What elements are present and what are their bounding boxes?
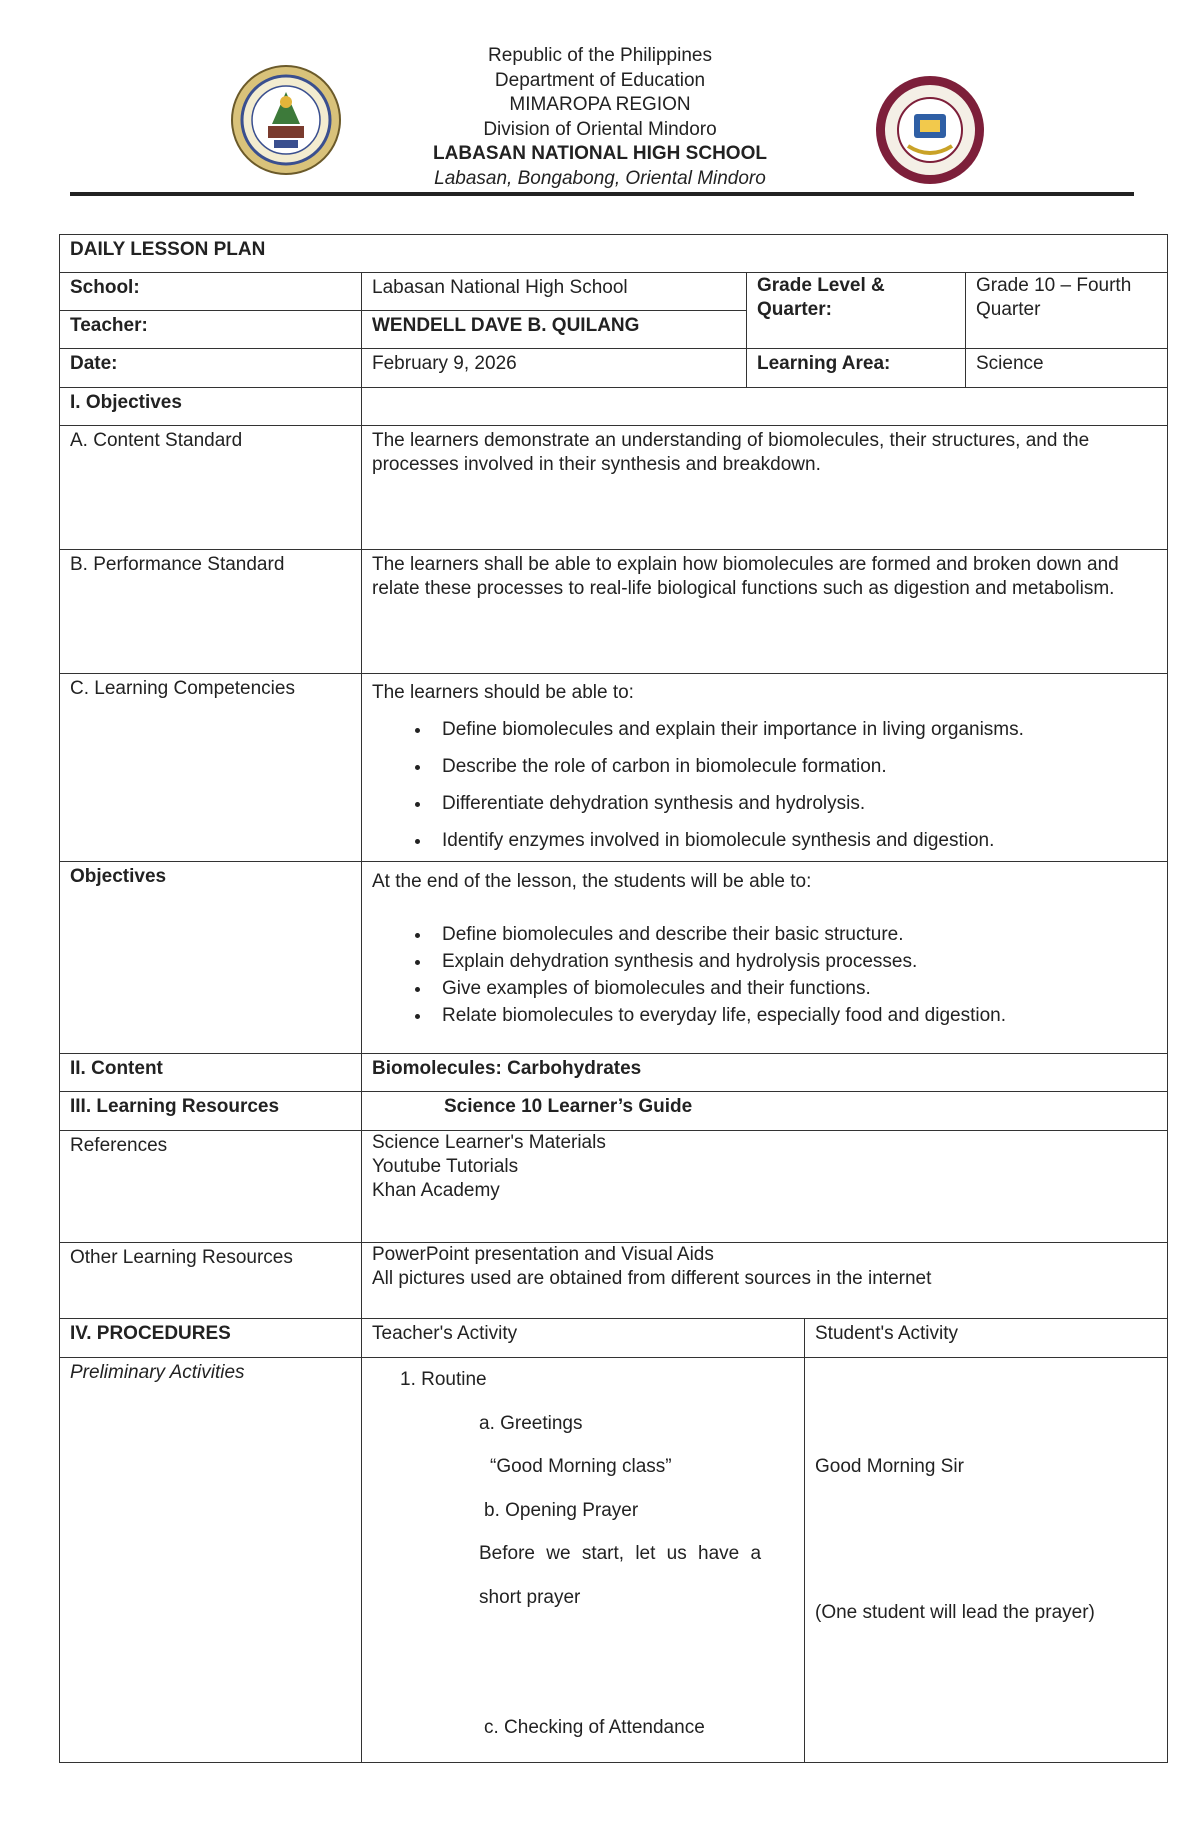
competencies-row xyxy=(60,674,1168,862)
student-activity-label: Student's Activity xyxy=(805,1319,1168,1358)
school-address: Labasan, Bongabong, Oriental Mindoro xyxy=(434,167,766,189)
competencies-label: C. Learning Competencies xyxy=(60,674,362,862)
routine-heading: 1. Routine xyxy=(400,1369,487,1390)
date-value: February 9, 2026 xyxy=(362,349,747,388)
objective-item: • Relate biomolecules to everyday life, especially food and digestion. xyxy=(432,1002,1157,1029)
objectives-list xyxy=(372,921,1157,1029)
letterhead-line-4: Division of Oriental Mindoro xyxy=(483,118,717,140)
other-resource-item: PowerPoint presentation and Visual Aids xyxy=(372,1244,714,1265)
reference-item: Youtube Tutorials xyxy=(372,1156,519,1177)
prayer-text-line-2: short prayer xyxy=(479,1586,581,1608)
letterhead xyxy=(0,0,1200,200)
student-reply-prayer: (One student will lead the prayer) xyxy=(815,1601,1095,1623)
preliminary-label: Preliminary Activities xyxy=(60,1358,362,1763)
grade-value-line-2: Quarter xyxy=(976,299,1041,320)
competency-item: • Describe the role of carbon in biomolecule formation. xyxy=(432,748,1157,785)
grade-value xyxy=(966,273,1168,349)
other-resources-label: Other Learning Resources xyxy=(60,1243,362,1319)
objectives-cell xyxy=(362,862,1168,1054)
school-name: LABASAN NATIONAL HIGH SCHOOL xyxy=(433,143,767,164)
objective-item: • Explain dehydration synthesis and hydrolysis processes. xyxy=(432,948,1157,975)
area-value: Science xyxy=(966,349,1168,388)
resources-value: Science 10 Learner’s Guide xyxy=(362,1092,1168,1131)
content-value: Biomolecules: Carbohydrates xyxy=(362,1054,1168,1092)
grade-label xyxy=(747,273,966,349)
other-resources-row xyxy=(60,1243,1168,1319)
competency-item: • Define biomolecules and explain their importance in living organisms. xyxy=(432,711,1157,748)
resources-label: III. Learning Resources xyxy=(60,1092,362,1131)
other-resources-cell xyxy=(362,1243,1168,1319)
content-standard-row xyxy=(60,426,1168,550)
prayer-text-line-1: Before we start, let us have a xyxy=(479,1543,762,1564)
competencies-list xyxy=(372,711,1157,859)
header-divider xyxy=(70,192,1134,196)
greetings-item: a. Greetings xyxy=(479,1412,583,1434)
procedures-header-row xyxy=(60,1319,1168,1358)
grade-label-line-1: Grade Level & xyxy=(757,275,885,296)
content-row xyxy=(60,1054,1168,1092)
date-row xyxy=(60,349,1168,388)
procedures-label: IV. PROCEDURES xyxy=(60,1319,362,1358)
objectives-label: Objectives xyxy=(60,862,362,1054)
school-label: School: xyxy=(60,273,362,311)
content-label: II. Content xyxy=(60,1054,362,1092)
performance-standard-label: B. Performance Standard xyxy=(60,550,362,674)
teacher-activity-cell xyxy=(362,1358,805,1763)
content-standard-label: A. Content Standard xyxy=(60,426,362,550)
objectives-heading: I. Objectives xyxy=(60,388,362,426)
student-activity-cell xyxy=(805,1358,1168,1763)
teacher-value: WENDELL DAVE B. QUILANG xyxy=(362,311,747,349)
resources-row xyxy=(60,1092,1168,1131)
objectives-heading-blank xyxy=(362,388,1168,426)
teacher-label: Teacher: xyxy=(60,311,362,349)
competencies-cell xyxy=(362,674,1168,862)
school-value: Labasan National High School xyxy=(362,273,747,311)
objectives-row xyxy=(60,862,1168,1054)
competency-item: • Identify enzymes involved in biomolecule synthesis and digestion. xyxy=(432,822,1157,859)
objectives-intro: At the end of the lesson, the students will be able to: xyxy=(372,871,812,892)
greeting-quote: “Good Morning class” xyxy=(490,1456,672,1477)
other-resource-item: All pictures used are obtained from different sources in the internet xyxy=(372,1268,932,1289)
letterhead-line-2: Department of Education xyxy=(494,69,706,91)
title-row xyxy=(60,235,1168,273)
letterhead-text xyxy=(300,44,900,191)
preliminary-row xyxy=(60,1358,1168,1763)
opening-prayer-item: b. Opening Prayer xyxy=(484,1499,639,1521)
area-label: Learning Area: xyxy=(747,349,966,388)
student-reply-greeting: Good Morning Sir xyxy=(815,1456,964,1477)
teacher-activity-label: Teacher's Activity xyxy=(362,1319,805,1358)
content-standard-text: The learners demonstrate an understanding of biomolecules, their structures, and the processes involved in their synthesis and breakdown. xyxy=(362,426,1168,550)
letterhead-line-3: MIMAROPA REGION xyxy=(509,94,691,115)
date-label: Date: xyxy=(60,349,362,388)
objectives-heading-row xyxy=(60,388,1168,426)
lesson-plan-table xyxy=(59,234,1168,1763)
letterhead-line-1: Republic of the Philippines xyxy=(488,45,712,66)
attendance-item: c. Checking of Attendance xyxy=(484,1717,705,1738)
performance-standard-row xyxy=(60,550,1168,674)
references-row xyxy=(60,1131,1168,1243)
reference-item: Khan Academy xyxy=(372,1180,500,1201)
objective-item: • Give examples of biomolecules and their functions. xyxy=(432,975,1157,1002)
competencies-intro: The learners should be able to: xyxy=(372,682,634,703)
reference-item: Science Learner's Materials xyxy=(372,1132,606,1153)
grade-value-line-1: Grade 10 – Fourth xyxy=(976,275,1132,296)
school-row xyxy=(60,273,1168,311)
references-label: References xyxy=(60,1131,362,1243)
plan-title: DAILY LESSON PLAN xyxy=(60,235,1168,273)
performance-standard-text: The learners shall be able to explain how biomolecules are formed and broken down and relate these processes to real-life biological functions such as digestion and metabolism. xyxy=(362,550,1168,674)
competency-item: • Differentiate dehydration synthesis and hydrolysis. xyxy=(432,785,1157,822)
grade-label-line-2: Quarter: xyxy=(757,299,832,320)
references-cell xyxy=(362,1131,1168,1243)
objective-item: • Define biomolecules and describe their basic structure. xyxy=(432,921,1157,948)
